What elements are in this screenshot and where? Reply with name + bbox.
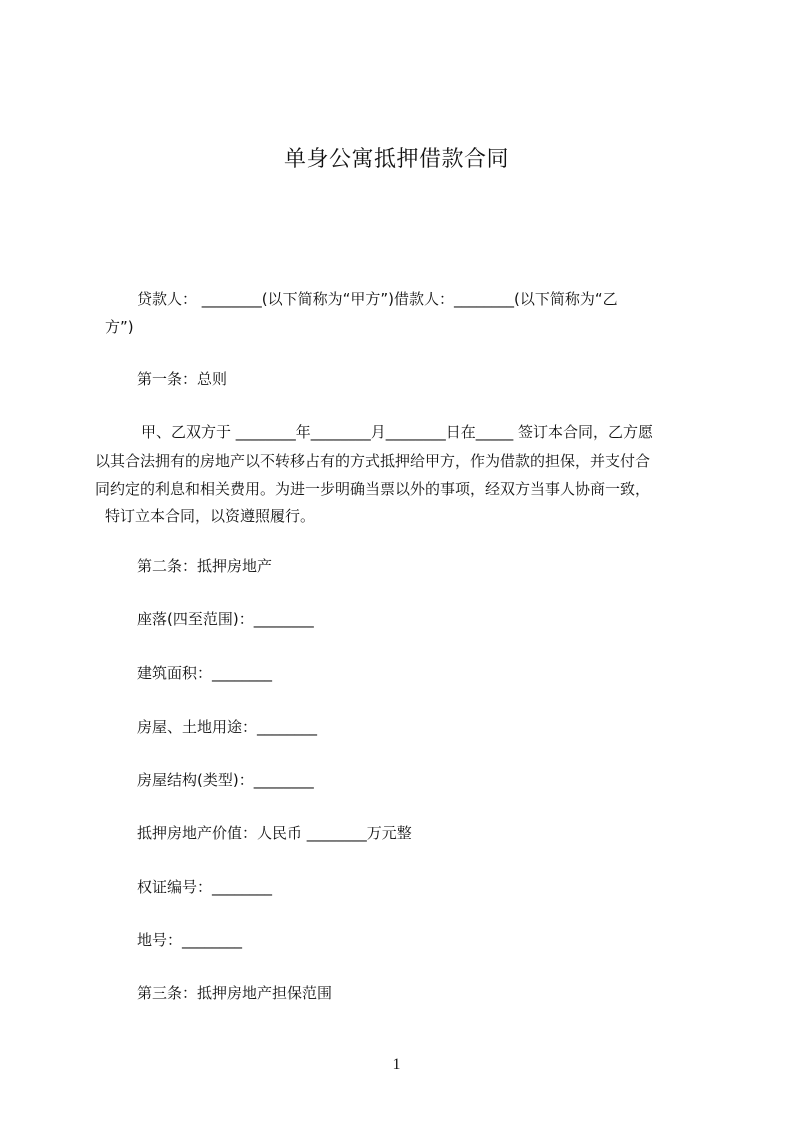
property-value-field: 抵押房地产价值：人民币 ________万元整 xyxy=(137,824,412,842)
article3-heading: 第三条：抵押房地产担保范围 xyxy=(137,984,333,1002)
parties-line-2: 方”) xyxy=(105,318,134,336)
structure-field: 房屋结构(类型)：________ xyxy=(137,771,314,789)
article1-line-3: 同约定的利息和相关费用。为进一步明确当票以外的事项，经双方当事人协商一致， xyxy=(95,480,651,498)
location-field: 座落(四至范围)：________ xyxy=(137,610,314,628)
lot-number-field: 地号：________ xyxy=(137,931,243,949)
article1-heading: 第一条：总则 xyxy=(137,370,228,388)
article1-line-1: 甲、乙双方于 ________年________月________日在_____ 签订本合同，乙方愿 xyxy=(141,423,654,441)
document-title: 单身公寓抵押借款合同 xyxy=(283,147,509,172)
building-area-field: 建筑面积：________ xyxy=(137,664,273,682)
certificate-number-field: 权证编号：________ xyxy=(137,878,273,896)
land-use-field: 房屋、土地用途：________ xyxy=(137,718,318,736)
parties-line-1: 贷款人： ________(以下简称为“甲方”)借款人：________(以下简称为“乙 xyxy=(137,290,618,308)
article2-heading: 第二条：抵押房地产 xyxy=(137,557,273,575)
article1-line-4: 特订立本合同，以资遵照履行。 xyxy=(105,507,316,525)
article1-line-2: 以其合法拥有的房地产以不转移占有的方式抵押给甲方，作为借款的担保，并支付合 xyxy=(95,452,651,470)
page-number: 1 xyxy=(392,1056,401,1073)
